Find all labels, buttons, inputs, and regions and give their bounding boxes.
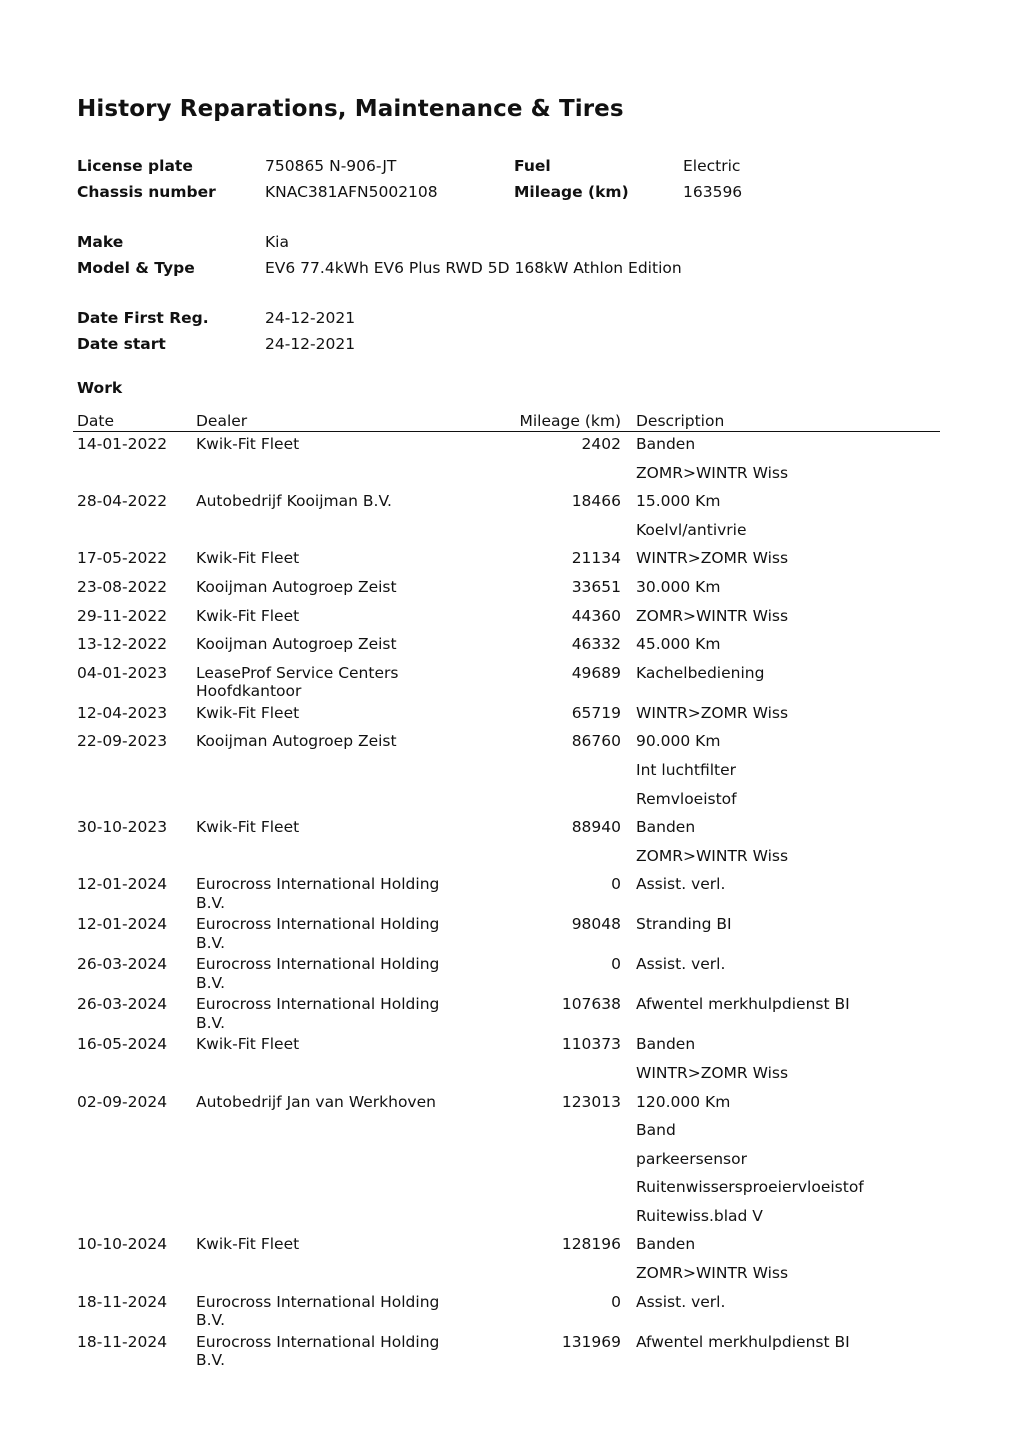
row-description — [632, 701, 940, 730]
row-mileage: 107638 — [561, 995, 621, 1014]
row-date: 04-01-2023 — [77, 663, 168, 682]
table-row — [73, 815, 940, 872]
table-row — [73, 546, 940, 575]
row-description — [632, 632, 940, 661]
row-dealer: Eurocross International Holding B.V. — [196, 1292, 440, 1330]
column-header-dealer: Dealer — [192, 408, 512, 432]
row-mileage: 131969 — [561, 1332, 621, 1351]
row-dealer: Eurocross International Holding B.V. — [196, 955, 440, 992]
table-row — [73, 489, 940, 546]
row-mileage: 0 — [611, 955, 621, 974]
row-date: 18-11-2024 — [77, 1332, 168, 1351]
column-header-date: Date — [73, 408, 192, 432]
row-dealer: Kwik-Fit Fleet — [196, 703, 300, 722]
row-dealer: Autobedrijf Kooijman B.V. — [196, 492, 392, 511]
row-description — [632, 815, 940, 872]
description-line: Koelvl/antivrie — [636, 520, 747, 539]
row-date: 13-12-2022 — [77, 635, 168, 654]
row-dealer: Kwik-Fit Fleet — [196, 606, 300, 625]
table-row — [73, 661, 940, 701]
table-row — [73, 1090, 940, 1233]
row-description — [632, 992, 940, 1032]
row-date: 12-01-2024 — [77, 915, 168, 934]
row-dealer: Kwik-Fit Fleet — [196, 1035, 300, 1054]
date-start-label: Date start — [77, 334, 166, 353]
row-date: 17-05-2022 — [77, 549, 168, 568]
description-line: Assist. verl. — [636, 955, 726, 974]
row-date: 23-08-2022 — [77, 577, 168, 596]
mileage-label: Mileage (km) — [514, 182, 629, 201]
row-mileage: 0 — [611, 1292, 621, 1311]
table-row — [73, 872, 940, 912]
chassis-value: KNAC381AFN5002108 — [265, 182, 438, 201]
date-first-reg-value: 24-12-2021 — [265, 309, 356, 327]
description-line: 45.000 Km — [636, 635, 721, 654]
row-mileage: 18466 — [571, 492, 621, 511]
row-mileage: 65719 — [571, 703, 621, 722]
row-mileage: 110373 — [561, 1035, 621, 1054]
row-description — [632, 872, 940, 912]
row-description — [632, 1032, 940, 1089]
row-date: 22-09-2023 — [77, 732, 168, 751]
chassis-label: Chassis number — [77, 182, 216, 201]
table-row — [73, 1330, 940, 1370]
description-line: Banden — [636, 435, 696, 453]
description-line: Afwentel merkhulpdienst BI — [636, 995, 850, 1014]
table-row — [73, 912, 940, 952]
row-date: 30-10-2023 — [77, 818, 168, 837]
description-line: Int luchtfilter — [636, 760, 737, 779]
table-row — [73, 729, 940, 815]
row-description — [632, 575, 940, 604]
make-value: Kia — [265, 233, 289, 251]
row-description — [632, 1330, 940, 1370]
row-description — [632, 729, 940, 815]
row-description — [632, 546, 940, 575]
column-header-description: Description — [632, 408, 940, 432]
row-mileage: 128196 — [561, 1235, 621, 1254]
description-line: Stranding BI — [636, 915, 732, 934]
row-description — [632, 1290, 940, 1330]
table-row — [73, 575, 940, 604]
row-mileage: 33651 — [571, 577, 621, 596]
row-dealer: Autobedrijf Jan van Werkhoven — [196, 1092, 436, 1111]
description-line: 15.000 Km — [636, 492, 721, 511]
row-date: 02-09-2024 — [77, 1092, 168, 1111]
row-dealer: LeaseProf Service Centers Hoofdkantoor — [196, 663, 399, 701]
row-date: 10-10-2024 — [77, 1235, 168, 1254]
description-line: Banden — [636, 1035, 696, 1054]
row-description — [632, 432, 940, 490]
row-description — [632, 1090, 940, 1233]
row-description — [632, 952, 940, 992]
description-line: parkeersensor — [636, 1149, 747, 1168]
description-line: WINTR>ZOMR Wiss — [636, 703, 789, 722]
row-description — [632, 661, 940, 701]
table-row — [73, 701, 940, 730]
row-dealer: Kwik-Fit Fleet — [196, 435, 300, 453]
row-mileage: 98048 — [571, 915, 621, 934]
row-dealer: Kwik-Fit Fleet — [196, 818, 300, 837]
row-mileage: 21134 — [571, 549, 621, 568]
row-dealer: Kooijman Autogroep Zeist — [196, 635, 397, 654]
model-label: Model & Type — [77, 258, 195, 277]
work-table-body — [73, 432, 940, 1370]
table-row — [73, 1032, 940, 1089]
row-date: 28-04-2022 — [77, 492, 168, 511]
description-line: Ruitewiss.blad V — [636, 1206, 763, 1225]
mileage-value: 163596 — [683, 182, 743, 201]
description-line: Ruitenwissersproeiervloeistof — [636, 1178, 864, 1197]
description-line: ZOMR>WINTR Wiss — [636, 846, 789, 865]
table-row — [73, 1290, 940, 1330]
row-date: 26-03-2024 — [77, 955, 168, 974]
column-header-mileage: Mileage (km) — [512, 408, 632, 432]
row-date: 29-11-2022 — [77, 606, 168, 625]
work-table — [73, 408, 940, 1370]
fuel-value: Electric — [683, 157, 741, 175]
row-dealer: Eurocross International Holding B.V. — [196, 995, 440, 1032]
row-mileage: 44360 — [571, 606, 621, 625]
row-mileage: 123013 — [561, 1092, 621, 1111]
license-plate-label: License plate — [77, 157, 193, 175]
description-line: Remvloeistof — [636, 789, 737, 808]
make-label: Make — [77, 233, 124, 251]
date-start-value: 24-12-2021 — [265, 334, 356, 353]
date-first-reg-label: Date First Reg. — [77, 309, 209, 327]
work-section-label: Work — [77, 379, 123, 397]
table-row — [73, 432, 940, 490]
table-row — [73, 604, 940, 633]
row-date: 18-11-2024 — [77, 1292, 168, 1311]
row-description — [632, 604, 940, 633]
description-line: WINTR>ZOMR Wiss — [636, 549, 789, 568]
description-line: Afwentel merkhulpdienst BI — [636, 1332, 850, 1351]
row-date: 16-05-2024 — [77, 1035, 168, 1054]
row-mileage: 46332 — [571, 635, 621, 654]
fuel-label: Fuel — [514, 157, 551, 175]
description-line: 120.000 Km — [636, 1092, 731, 1111]
description-line: Assist. verl. — [636, 1292, 726, 1311]
row-dealer: Kooijman Autogroep Zeist — [196, 732, 397, 751]
description-line: Assist. verl. — [636, 875, 726, 894]
description-line: ZOMR>WINTR Wiss — [636, 1264, 789, 1283]
row-date: 12-04-2023 — [77, 703, 168, 722]
license-plate-value: 750865 N-906-JT — [265, 157, 397, 175]
row-dealer: Eurocross International Holding B.V. — [196, 875, 440, 912]
row-dealer: Kwik-Fit Fleet — [196, 1235, 300, 1254]
row-dealer: Kwik-Fit Fleet — [196, 549, 300, 568]
row-description — [632, 1232, 940, 1289]
table-row — [73, 632, 940, 661]
row-description — [632, 912, 940, 952]
row-date: 14-01-2022 — [77, 435, 168, 453]
row-mileage: 86760 — [571, 732, 621, 751]
row-dealer: Eurocross International Holding B.V. — [196, 1332, 440, 1370]
description-line: 90.000 Km — [636, 732, 721, 751]
table-row — [73, 952, 940, 992]
description-line: WINTR>ZOMR Wiss — [636, 1063, 789, 1082]
row-mileage: 2402 — [581, 435, 621, 453]
description-line: ZOMR>WINTR Wiss — [636, 463, 789, 482]
description-line: ZOMR>WINTR Wiss — [636, 606, 789, 625]
model-value: EV6 77.4kWh EV6 Plus RWD 5D 168kW Athlon Edition — [265, 258, 682, 277]
description-line: Band — [636, 1121, 676, 1140]
description-line: Banden — [636, 1235, 696, 1254]
work-table-header — [73, 408, 940, 432]
row-mileage: 88940 — [571, 818, 621, 837]
row-description — [632, 489, 940, 546]
row-mileage: 0 — [611, 875, 621, 894]
description-line: 30.000 Km — [636, 577, 721, 596]
table-row — [73, 1232, 940, 1289]
row-date: 12-01-2024 — [77, 875, 168, 894]
row-dealer: Eurocross International Holding B.V. — [196, 915, 440, 952]
row-date: 26-03-2024 — [77, 995, 168, 1014]
description-line: Kachelbediening — [636, 663, 765, 682]
table-row — [73, 992, 940, 1032]
description-line: Banden — [636, 818, 696, 837]
page-title: History Reparations, Maintenance & Tires — [77, 96, 624, 122]
row-mileage: 49689 — [571, 663, 621, 682]
row-dealer: Kooijman Autogroep Zeist — [196, 577, 397, 596]
